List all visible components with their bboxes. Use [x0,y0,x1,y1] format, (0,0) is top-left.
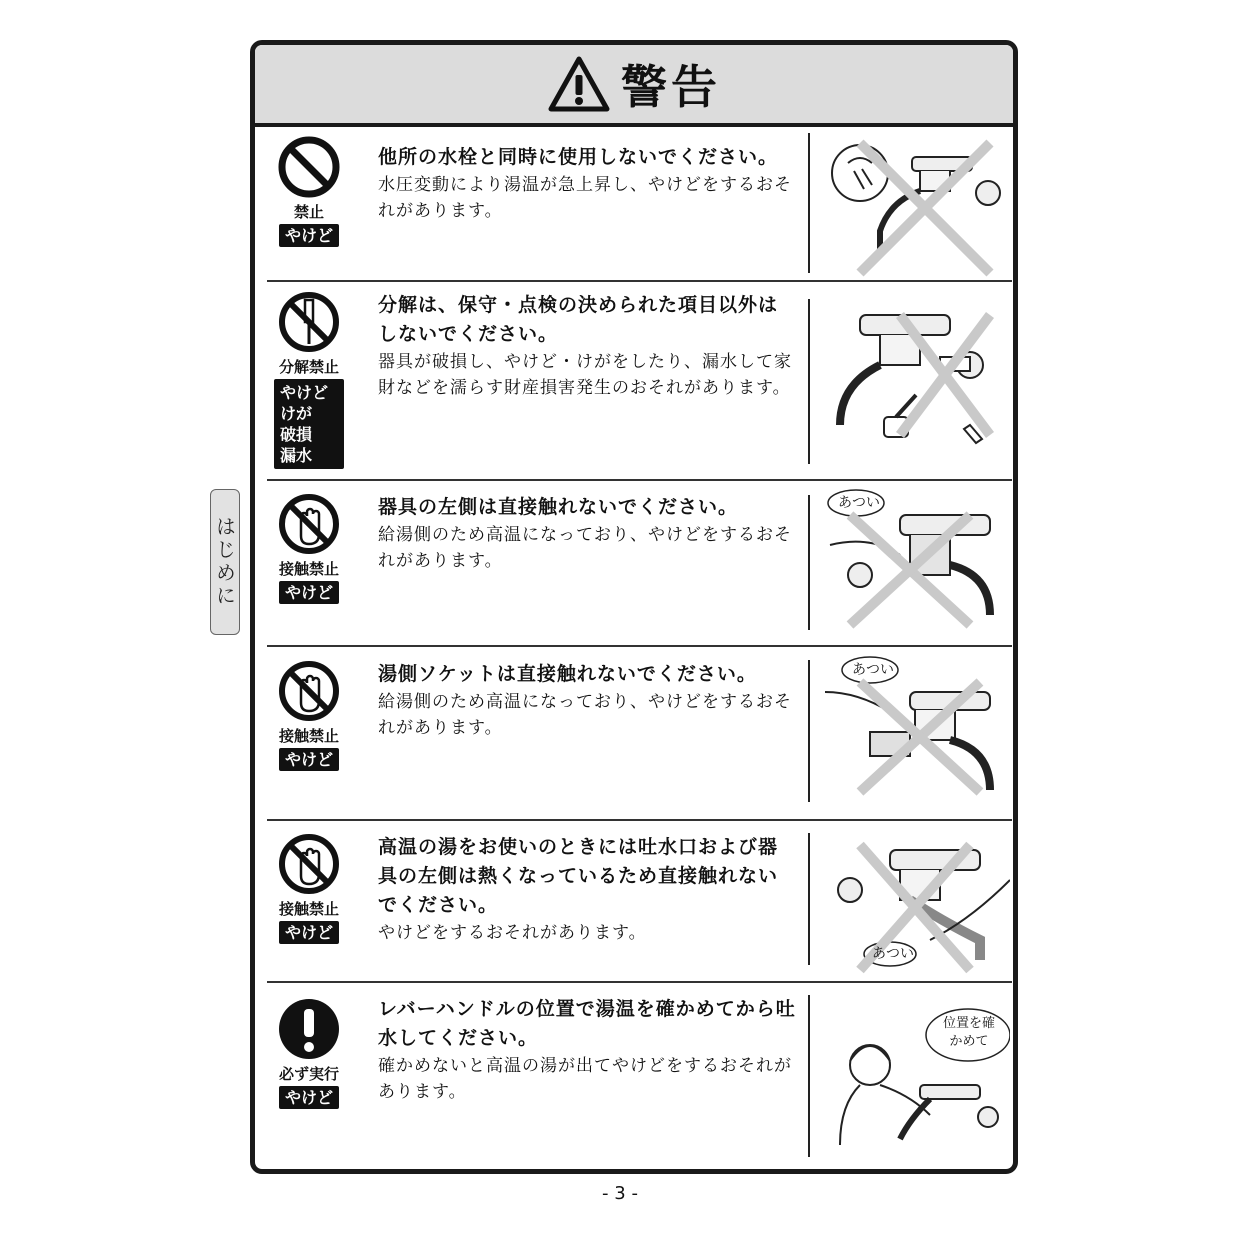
warning-text-2 [378,291,796,401]
row-divider [267,479,1012,481]
symbol-column-5 [269,832,349,944]
callout-text: あつい [838,495,880,511]
no-touch-icon [277,492,341,556]
warning-heading: 分解は、保守・点検の決められた項目以外はしないでください。 [378,294,779,345]
warning-text-1 [378,143,796,224]
symbol-column-2 [269,290,349,469]
callout-text: あつい [852,662,894,678]
no-touch-icon [277,832,341,896]
warning-text-3 [378,493,796,574]
illustration-hot-left-side [820,485,1010,635]
symbol-label: 接触禁止 [278,727,339,745]
symbol-label: 接触禁止 [278,900,339,918]
callout-text: 位置を確かめて [942,1016,995,1049]
column-divider [808,833,810,965]
illustration-hot-spout [820,830,1010,980]
symbol-column-1 [269,135,349,247]
row-divider [267,645,1012,647]
hazard-badge: やけど [279,748,339,771]
warning-body: 確かめないと高温の湯が出てやけどをするおそれがあります。 [378,1056,792,1102]
warning-header [255,45,1013,127]
symbol-label: 分解禁止 [278,358,339,376]
section-tab[interactable] [210,489,240,635]
column-divider [808,495,810,630]
prohibition-icon [277,135,341,199]
warning-text-4 [378,660,796,741]
row-divider [267,819,1012,821]
warning-body: 給湯側のため高温になっており、やけどをするおそれがあります。 [378,525,792,571]
symbol-column-6 [269,997,349,1109]
row-divider [267,981,1012,983]
page-number: - 3 - [602,1183,638,1204]
warning-body: 器具が破損し、やけど・けがをしたり、漏水して家財などを濡らす財産損害発生のおそれがあります。 [378,352,792,398]
warning-title: 警告 [621,60,721,114]
mandatory-action-icon [277,997,341,1061]
warning-heading: レバーハンドルの位置で湯温を確かめてから吐水してください。 [378,998,796,1049]
illustration-hot-socket [820,652,1010,812]
column-divider [808,995,810,1157]
row-divider [267,280,1012,282]
warning-text-5 [378,833,796,946]
warning-panel [250,40,1018,1174]
warning-heading: 器具の左側は直接触れないでください。 [378,496,739,518]
callout-text: あつい [872,946,914,962]
warning-text-6 [378,995,796,1105]
warning-heading: 高温の湯をお使いのときには吐水口および器具の左側は熱くなっているため直接触れないでください。 [378,836,779,916]
hazard-badge: やけど [279,921,339,944]
symbol-label: 接触禁止 [278,560,339,578]
illustration-disassembly-prohibited [820,295,1010,465]
illustration-faucet-shower-prohibited [820,133,1010,281]
hazard-badge: やけど [279,224,339,247]
column-divider [808,299,810,464]
warning-triangle-icon [547,55,611,113]
warning-body: 給湯側のため高温になっており、やけどをするおそれがあります。 [378,692,792,738]
no-disassembly-icon [277,290,341,354]
column-divider [808,133,810,273]
warning-body: 水圧変動により湯温が急上昇し、やけどをするおそれがあります。 [378,175,792,221]
warning-heading: 湯側ソケットは直接触れないでください。 [378,663,757,685]
warning-heading: 他所の水栓と同時に使用しないでください。 [378,146,779,168]
symbol-label: 禁止 [293,203,324,221]
symbol-column-3 [269,492,349,604]
hazard-badge: やけど けが 破損 漏水 [274,379,344,469]
section-tab-label: はじめに [212,516,237,608]
hazard-badge: やけど [279,581,339,604]
symbol-column-4 [269,659,349,771]
column-divider [808,660,810,802]
hazard-badge: やけど [279,1086,339,1109]
symbol-label: 必ず実行 [278,1065,339,1083]
warning-body: やけどをするおそれがあります。 [378,923,647,943]
illustration-check-lever-position [820,1005,1010,1155]
no-touch-icon [277,659,341,723]
